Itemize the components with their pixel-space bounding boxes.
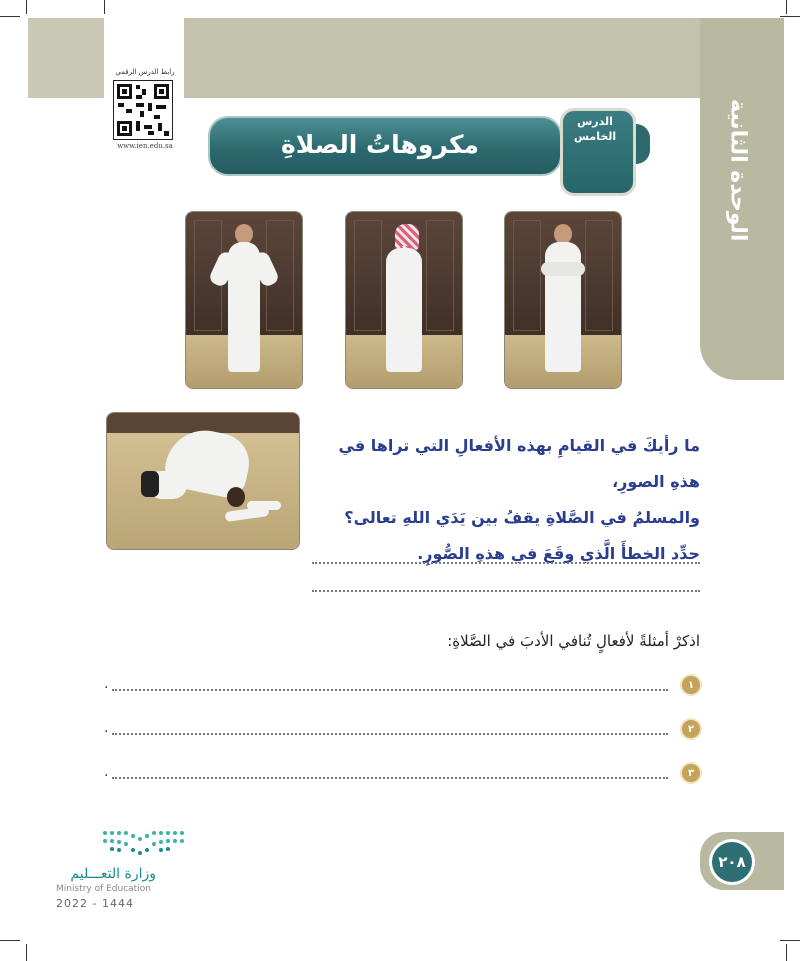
example-end-mark: . bbox=[104, 676, 109, 692]
ministry-name-ar: وزارة التعـــليم bbox=[70, 866, 156, 882]
crop-mark bbox=[26, 944, 27, 961]
photo-looking-down bbox=[345, 211, 463, 389]
example-answer-line[interactable] bbox=[112, 689, 668, 691]
top-band-texture bbox=[184, 18, 784, 98]
question-line: حدِّد الخطأَ الَّذي وقَعَ في هذهِ الصُّورِ. bbox=[417, 544, 700, 563]
photo-hands-on-hips bbox=[185, 211, 303, 389]
crop-mark bbox=[0, 16, 20, 17]
photo-arms-crossed bbox=[504, 211, 622, 389]
photo-prostration bbox=[106, 412, 300, 550]
crop-mark bbox=[786, 944, 787, 961]
crop-mark bbox=[786, 0, 787, 14]
crop-mark bbox=[104, 0, 105, 14]
lesson-badge-label: الدرس الخامس bbox=[573, 115, 617, 143]
ministry-year: 2022 - 1444 bbox=[56, 897, 134, 910]
answer-line[interactable] bbox=[312, 562, 700, 564]
crop-mark bbox=[780, 940, 800, 941]
example-end-mark: . bbox=[104, 720, 109, 736]
crop-mark bbox=[26, 0, 27, 14]
crop-mark bbox=[0, 940, 20, 941]
qr-caption: رابط الدرس الرقمي bbox=[115, 68, 175, 76]
qr-code[interactable] bbox=[113, 80, 173, 140]
example-answer-line[interactable] bbox=[112, 733, 668, 735]
ministry-name-en: Ministry of Education bbox=[56, 884, 151, 894]
page-number: ٢٠٨ bbox=[712, 842, 752, 882]
qr-url[interactable]: www.ien.edu.sa bbox=[117, 142, 173, 150]
unit-label: الوحدة الثانية bbox=[725, 98, 751, 242]
example-end-mark: . bbox=[104, 764, 109, 780]
example-answer-line[interactable] bbox=[112, 777, 668, 779]
answer-line[interactable] bbox=[312, 590, 700, 592]
question-text bbox=[310, 428, 700, 572]
question-line: والمسلمُ في الصَّلاةِ يقفُ بين يَدَي اللهِ تعالى؟ bbox=[344, 508, 700, 527]
lesson-title: مكروهاتُ الصلاةِ bbox=[281, 129, 479, 159]
ministry-logo-icon bbox=[100, 828, 190, 858]
examples-heading: اذكرْ أمثلةً لأفعالٍ تُنافي الأدبَ في الصَّلاةِ: bbox=[447, 632, 700, 650]
example-number-badge: ٢ bbox=[682, 720, 700, 738]
example-number-badge: ٣ bbox=[682, 764, 700, 782]
question-line: ما رأيكَ في القيامِ بهذه الأفعالِ التي تراها في هذهِ الصورِ، bbox=[338, 436, 700, 491]
crop-mark bbox=[780, 16, 800, 17]
qr-code-icon bbox=[114, 81, 172, 139]
example-number-badge: ١ bbox=[682, 676, 700, 694]
